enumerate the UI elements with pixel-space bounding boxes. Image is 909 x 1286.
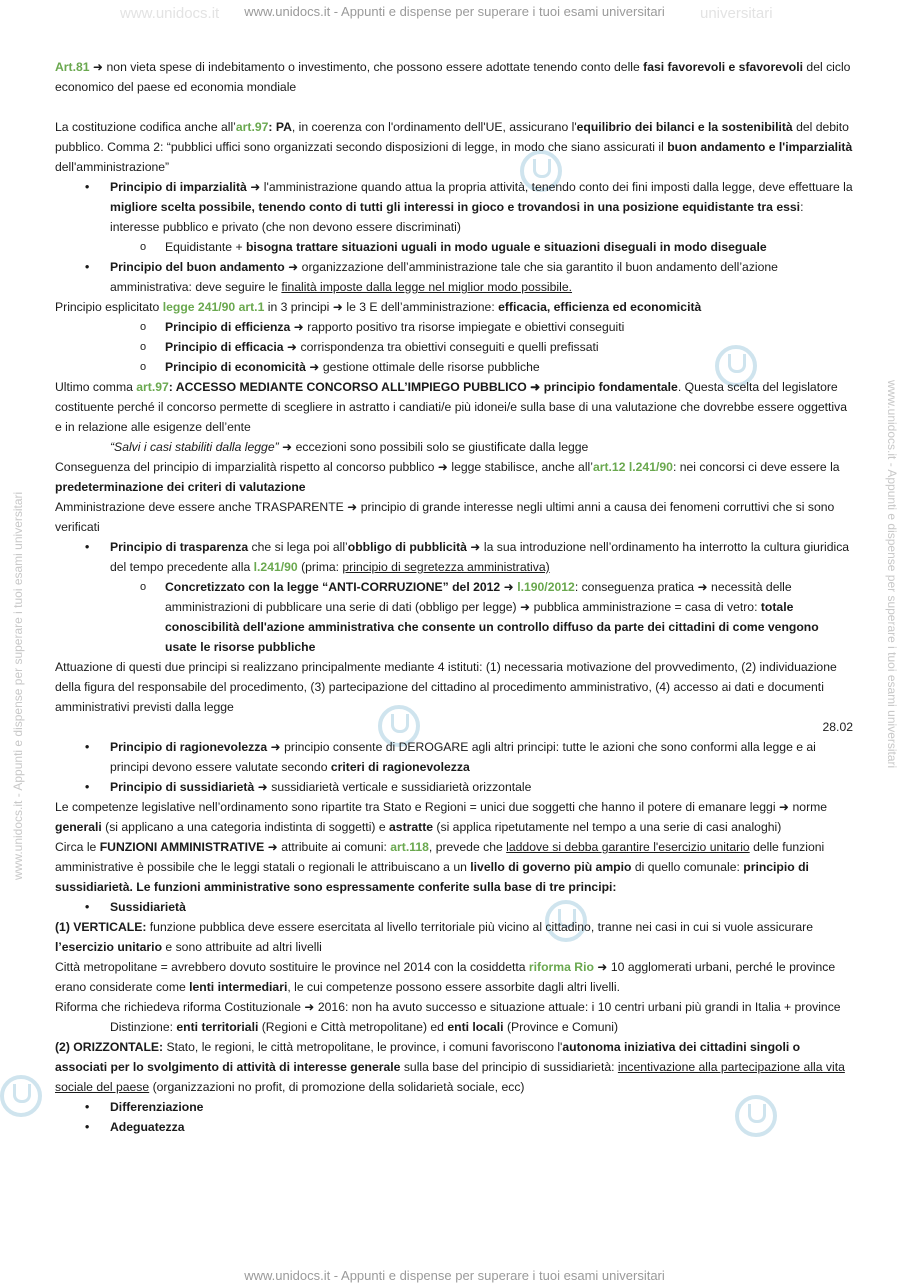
text-run: ➜	[500, 580, 518, 594]
text-run: (1) VERTICALE:	[55, 920, 147, 934]
text-run: criteri di ragionevolezza	[330, 760, 470, 774]
legal-reference: riforma Rio	[528, 960, 594, 974]
text-run: Principio di efficienza	[165, 320, 291, 334]
text-run: 28.02	[822, 720, 853, 734]
text-run: totale conoscibilità dell'azione amministrativa che consente un controllo diffuso da parte dei cittadini di come vengono usate le risorse pubbliche	[165, 600, 819, 654]
text-run: Riforma che richiedeva riforma Costituzionale ➜ 2016: non ha avuto successo e situazione attuale: i 10 centri urbani più grandi in Italia + province	[55, 1000, 841, 1014]
text-run: generali	[55, 820, 102, 834]
paragraph	[55, 837, 853, 897]
bullet-item	[55, 1117, 853, 1137]
text-run: ➜ 10 agglomerati urbani, perché le province erano considerate come	[55, 960, 836, 994]
text-run: . Questa scelta del legislatore costituente perché il concorso permette di scegliere in astratto i candiati/e più idonei/e sulla base di una valutazione che dovrebbe essere oggettiva e in relazione alle esigenze dell’ente	[55, 380, 847, 434]
watermark-header: www.unidocs.it - Appunti e dispense per superare i tuoi esami universitari	[244, 4, 665, 19]
text-run: (si applica ripetutamente nel tempo a una serie di casi analoghi)	[433, 820, 782, 834]
indented-line	[55, 1017, 853, 1037]
text-run: Conseguenza del principio di imparzialità rispetto al concorso pubblico ➜ legge stabilisce, anche all’	[55, 460, 593, 474]
text-run: principio di segretezza amministrativa)	[342, 560, 550, 574]
text-run: (organizzazioni no profit, di promozione della solidarietà sociale, ecc)	[149, 1080, 525, 1094]
text-run: funzione pubblica deve essere esercitata al livello territoriale più vicino al cittadino, tranne nei casi in cui si vuole assicurare	[146, 920, 814, 934]
text-run: Sussidiarietà	[110, 900, 186, 914]
text-run: Principio di imparzialità	[110, 180, 247, 194]
bullet-item	[55, 257, 853, 297]
legal-reference: legge 241/90 art.1	[162, 300, 265, 314]
text-run: ➜ gestione ottimale delle risorse pubbliche	[305, 360, 540, 374]
paragraph	[55, 457, 853, 497]
text-run: ➜ organizzazione dell’amministrazione tale che sia garantito il buon andamento dell’azione amministrativa: deve seguire le	[110, 260, 778, 294]
text-run: , in coerenza con l'ordinamento dell'UE, assicurano l'	[291, 120, 577, 134]
text-run: Distinzione:	[110, 1020, 177, 1034]
text-run: Ultimo comma	[55, 380, 137, 394]
text-run: predeterminazione dei criteri di valutazione	[55, 480, 306, 494]
text-run: livello di governo più ampio	[470, 860, 632, 874]
text-run: sulla base del principio di sussidiarietà:	[400, 1060, 618, 1074]
text-run: fasi favorevoli e sfavorevoli	[643, 60, 804, 74]
text-run: (Regioni e Città metropolitane) ed	[258, 1020, 448, 1034]
text-run: Principio esplicitato	[55, 300, 163, 314]
text-run: ➜ sussidiarietà verticale e sussidiarietà orizzontale	[254, 780, 532, 794]
paragraph	[55, 1037, 853, 1097]
text-run: ➜ la sua introduzione nell’ordinamento ha interrotto la cultura giuridica del tempo precedente alla	[110, 540, 850, 574]
text-run: Concretizzato con la legge “ANTI-CORRUZIONE” del 2012	[165, 580, 501, 594]
text-run: incentivazione alla partecipazione alla vita sociale del paese	[55, 1060, 845, 1094]
text-run: Principio di efficacia	[165, 340, 284, 354]
sub-bullet-item	[55, 237, 853, 257]
text-run: FUNZIONI AMMINISTRATIVE	[99, 840, 265, 854]
text-run: : PA	[268, 120, 292, 134]
paragraph	[55, 797, 853, 837]
text-run: l’esercizio unitario	[55, 940, 163, 954]
paragraph	[55, 117, 853, 177]
text-run: (Province e Comuni)	[503, 1020, 619, 1034]
text-run: del ciclo economico del paese ed economia mondiale	[55, 60, 851, 94]
paragraph	[55, 497, 853, 537]
text-run: ➜ attribuite ai comuni:	[264, 840, 391, 854]
text-run: : interesse pubblico e privato (che non devono essere discriminati)	[110, 200, 804, 234]
indented-line	[55, 437, 853, 457]
legal-reference: l.190/2012	[517, 580, 575, 594]
text-run: La costituzione codifica anche all’	[55, 120, 236, 134]
text-run: “Salvi i casi stabiliti dalla legge”	[110, 440, 279, 454]
text-run: Principio di ragionevolezza	[110, 740, 268, 754]
text-run: di quello comunale:	[631, 860, 744, 874]
paragraph	[55, 917, 853, 957]
watermark-footer: www.unidocs.it - Appunti e dispense per superare i tuoi esami universitari	[244, 1268, 665, 1283]
legal-reference: art.97	[235, 120, 269, 134]
bullet-item	[55, 1097, 853, 1117]
text-run: Principio di sussidiarietà	[110, 780, 255, 794]
text-run: equilibrio dei bilanci e la sostenibilità	[576, 120, 793, 134]
blank-line	[55, 97, 853, 117]
text-run: ➜ rapporto positivo tra risorse impiegate e obiettivi conseguiti	[290, 320, 625, 334]
text-run: Stato, le regioni, le città metropolitane, le province, i comuni favoriscono l'	[163, 1040, 563, 1054]
watermark-side-left: www.unidocs.it - Appunti e dispense per superare i tuoi esami universitari	[11, 491, 25, 880]
text-run: dell'amministrazione”	[55, 160, 170, 174]
text-run: bisogna trattare situazioni uguali in modo uguale e situazioni diseguali in modo diseguale	[245, 240, 767, 254]
text-run: Principio del buon andamento	[110, 260, 285, 274]
paragraph	[55, 997, 853, 1017]
text-run: Amministrazione deve essere anche TRASPARENTE ➜ principio di grande interesse negli ultimi anni a causa dei fenomeni corruttivi che si sono verificati	[55, 500, 835, 534]
text-run: Adeguatezza	[110, 1120, 185, 1134]
text-run: Equidistante +	[165, 240, 246, 254]
paragraph	[55, 957, 853, 997]
text-run: Circa le	[55, 840, 100, 854]
watermark-logo-icon	[0, 1075, 42, 1117]
text-run: Le competenze legislative nell’ordinamento sono ripartite tra Stato e Regioni = unici due soggetti che hanno il potere di emanare leggi ➜ norme	[55, 800, 828, 814]
sub-bullet-item	[55, 337, 853, 357]
text-run: Principio di economicità	[165, 360, 306, 374]
text-run: Attuazione di questi due principi si realizzano principalmente mediante 4 istituti: (1) necessaria motivazione del provvedimento, (2) individuazione della figura del responsabile del procedimento, (3) partecipazione del cittadino al procedimento amministrativo, (4) accesso ai dati e documenti amministrativi previsti dalla legge	[55, 660, 837, 714]
sub-bullet-item	[55, 577, 853, 657]
text-run: , le cui competenze possono essere assorbite dagli altri livelli.	[287, 980, 620, 994]
text-run: : ACCESSO MEDIANTE CONCORSO ALL’IMPIEGO PUBBLICO ➜ principio fondamentale	[168, 380, 678, 394]
legal-reference: Art.81	[55, 60, 90, 74]
legal-reference: art.12 l.241/90	[592, 460, 673, 474]
text-run: finalità imposte dalla legge nel miglior modo possibile.	[281, 280, 573, 294]
text-run: obbligo di pubblicità	[347, 540, 467, 554]
text-run: migliore scelta possibile, tenendo conto di tutti gli interessi in gioco e trovandosi in una posizione equidistante tra essi	[110, 200, 801, 214]
text-run: Principio di trasparenza	[110, 540, 249, 554]
text-run: ➜ corrispondenza tra obiettivi conseguiti e quelli prefissati	[283, 340, 599, 354]
text-run: in 3 principi ➜ le 3 E dell’amministrazione:	[264, 300, 499, 314]
text-run: : conseguenza pratica ➜ necessità delle amministrazioni di pubblicare una serie di dati (obbligo per legge) ➜ pubblica amministrazione = casa di vetro:	[165, 580, 792, 614]
text-run: del debito pubblico. Comma 2: “pubblici uffici sono organizzati secondo disposizioni di legge, in modo che siano assicurati il	[55, 120, 849, 154]
text-run: (2) ORIZZONTALE:	[55, 1040, 164, 1054]
text-run: buon andamento e l'imparzialità	[667, 140, 853, 154]
document-body	[55, 57, 853, 1137]
date-marker	[55, 717, 853, 737]
bullet-item	[55, 897, 853, 917]
text-run: che si lega poi all’	[248, 540, 348, 554]
text-run: delle funzioni amministrative è possibile che le leggi statali o regionali le attribuiscano a un	[55, 840, 825, 874]
sub-bullet-item	[55, 317, 853, 337]
watermark-ghost: universitari	[700, 5, 773, 22]
bullet-item	[55, 177, 853, 237]
text-run: efficacia, efficienza ed economicità	[498, 300, 702, 314]
text-run: Differenziazione	[110, 1100, 204, 1114]
text-run: enti locali	[447, 1020, 504, 1034]
paragraph	[55, 657, 853, 717]
text-run: astratte	[389, 820, 434, 834]
text-run: ➜ principio consente di DEROGARE agli altri principi: tutte le azioni che sono conformi alla legge e ai principi devono essere valutate secondo	[110, 740, 816, 774]
paragraph	[55, 297, 853, 317]
text-run: (prima:	[297, 560, 343, 574]
legal-reference: art.118	[390, 840, 429, 854]
text-run: , prevede che	[428, 840, 507, 854]
text-run: (si applicano a una categoria indistinta di soggetti) e	[101, 820, 390, 834]
text-run: enti territoriali	[176, 1020, 259, 1034]
bullet-item	[55, 537, 853, 577]
paragraph	[55, 377, 853, 437]
text-run: ➜ eccezioni sono possibili solo se giustificate dalla legge	[278, 440, 589, 454]
text-run: lenti intermediari	[189, 980, 288, 994]
legal-reference: l.241/90	[253, 560, 298, 574]
text-run: e sono attribuite ad altri livelli	[162, 940, 322, 954]
bullet-item	[55, 777, 853, 797]
sub-bullet-item	[55, 357, 853, 377]
text-run: ➜ non vieta spese di indebitamento o investimento, che possono essere adottate tenendo conto delle	[89, 60, 644, 74]
text-run: principio di sussidiarietà. Le funzioni amministrative sono espressamente conferite sulla base di tre principi:	[55, 860, 809, 894]
text-run: ➜ l'amministrazione quando attua la propria attività, tenendo conto dei fini imposti dalla legge, deve effettuare la	[246, 180, 853, 194]
text-run: laddove si debba garantire l'esercizio unitario	[506, 840, 750, 854]
paragraph	[55, 57, 853, 97]
legal-reference: art.97	[136, 380, 169, 394]
bullet-item	[55, 737, 853, 777]
watermark-ghost: www.unidocs.it	[120, 5, 220, 22]
text-run: : nei concorsi ci deve essere la	[672, 460, 840, 474]
text-run: Città metropolitane = avrebbero dovuto sostituire le province nel 2014 con la cosiddetta	[55, 960, 529, 974]
watermark-side-right: www.unidocs.it - Appunti e dispense per superare i tuoi esami universitari	[885, 380, 899, 769]
text-run: autonoma iniziativa dei cittadini singoli o associati per lo svolgimento di attività di interesse generale	[55, 1040, 801, 1074]
